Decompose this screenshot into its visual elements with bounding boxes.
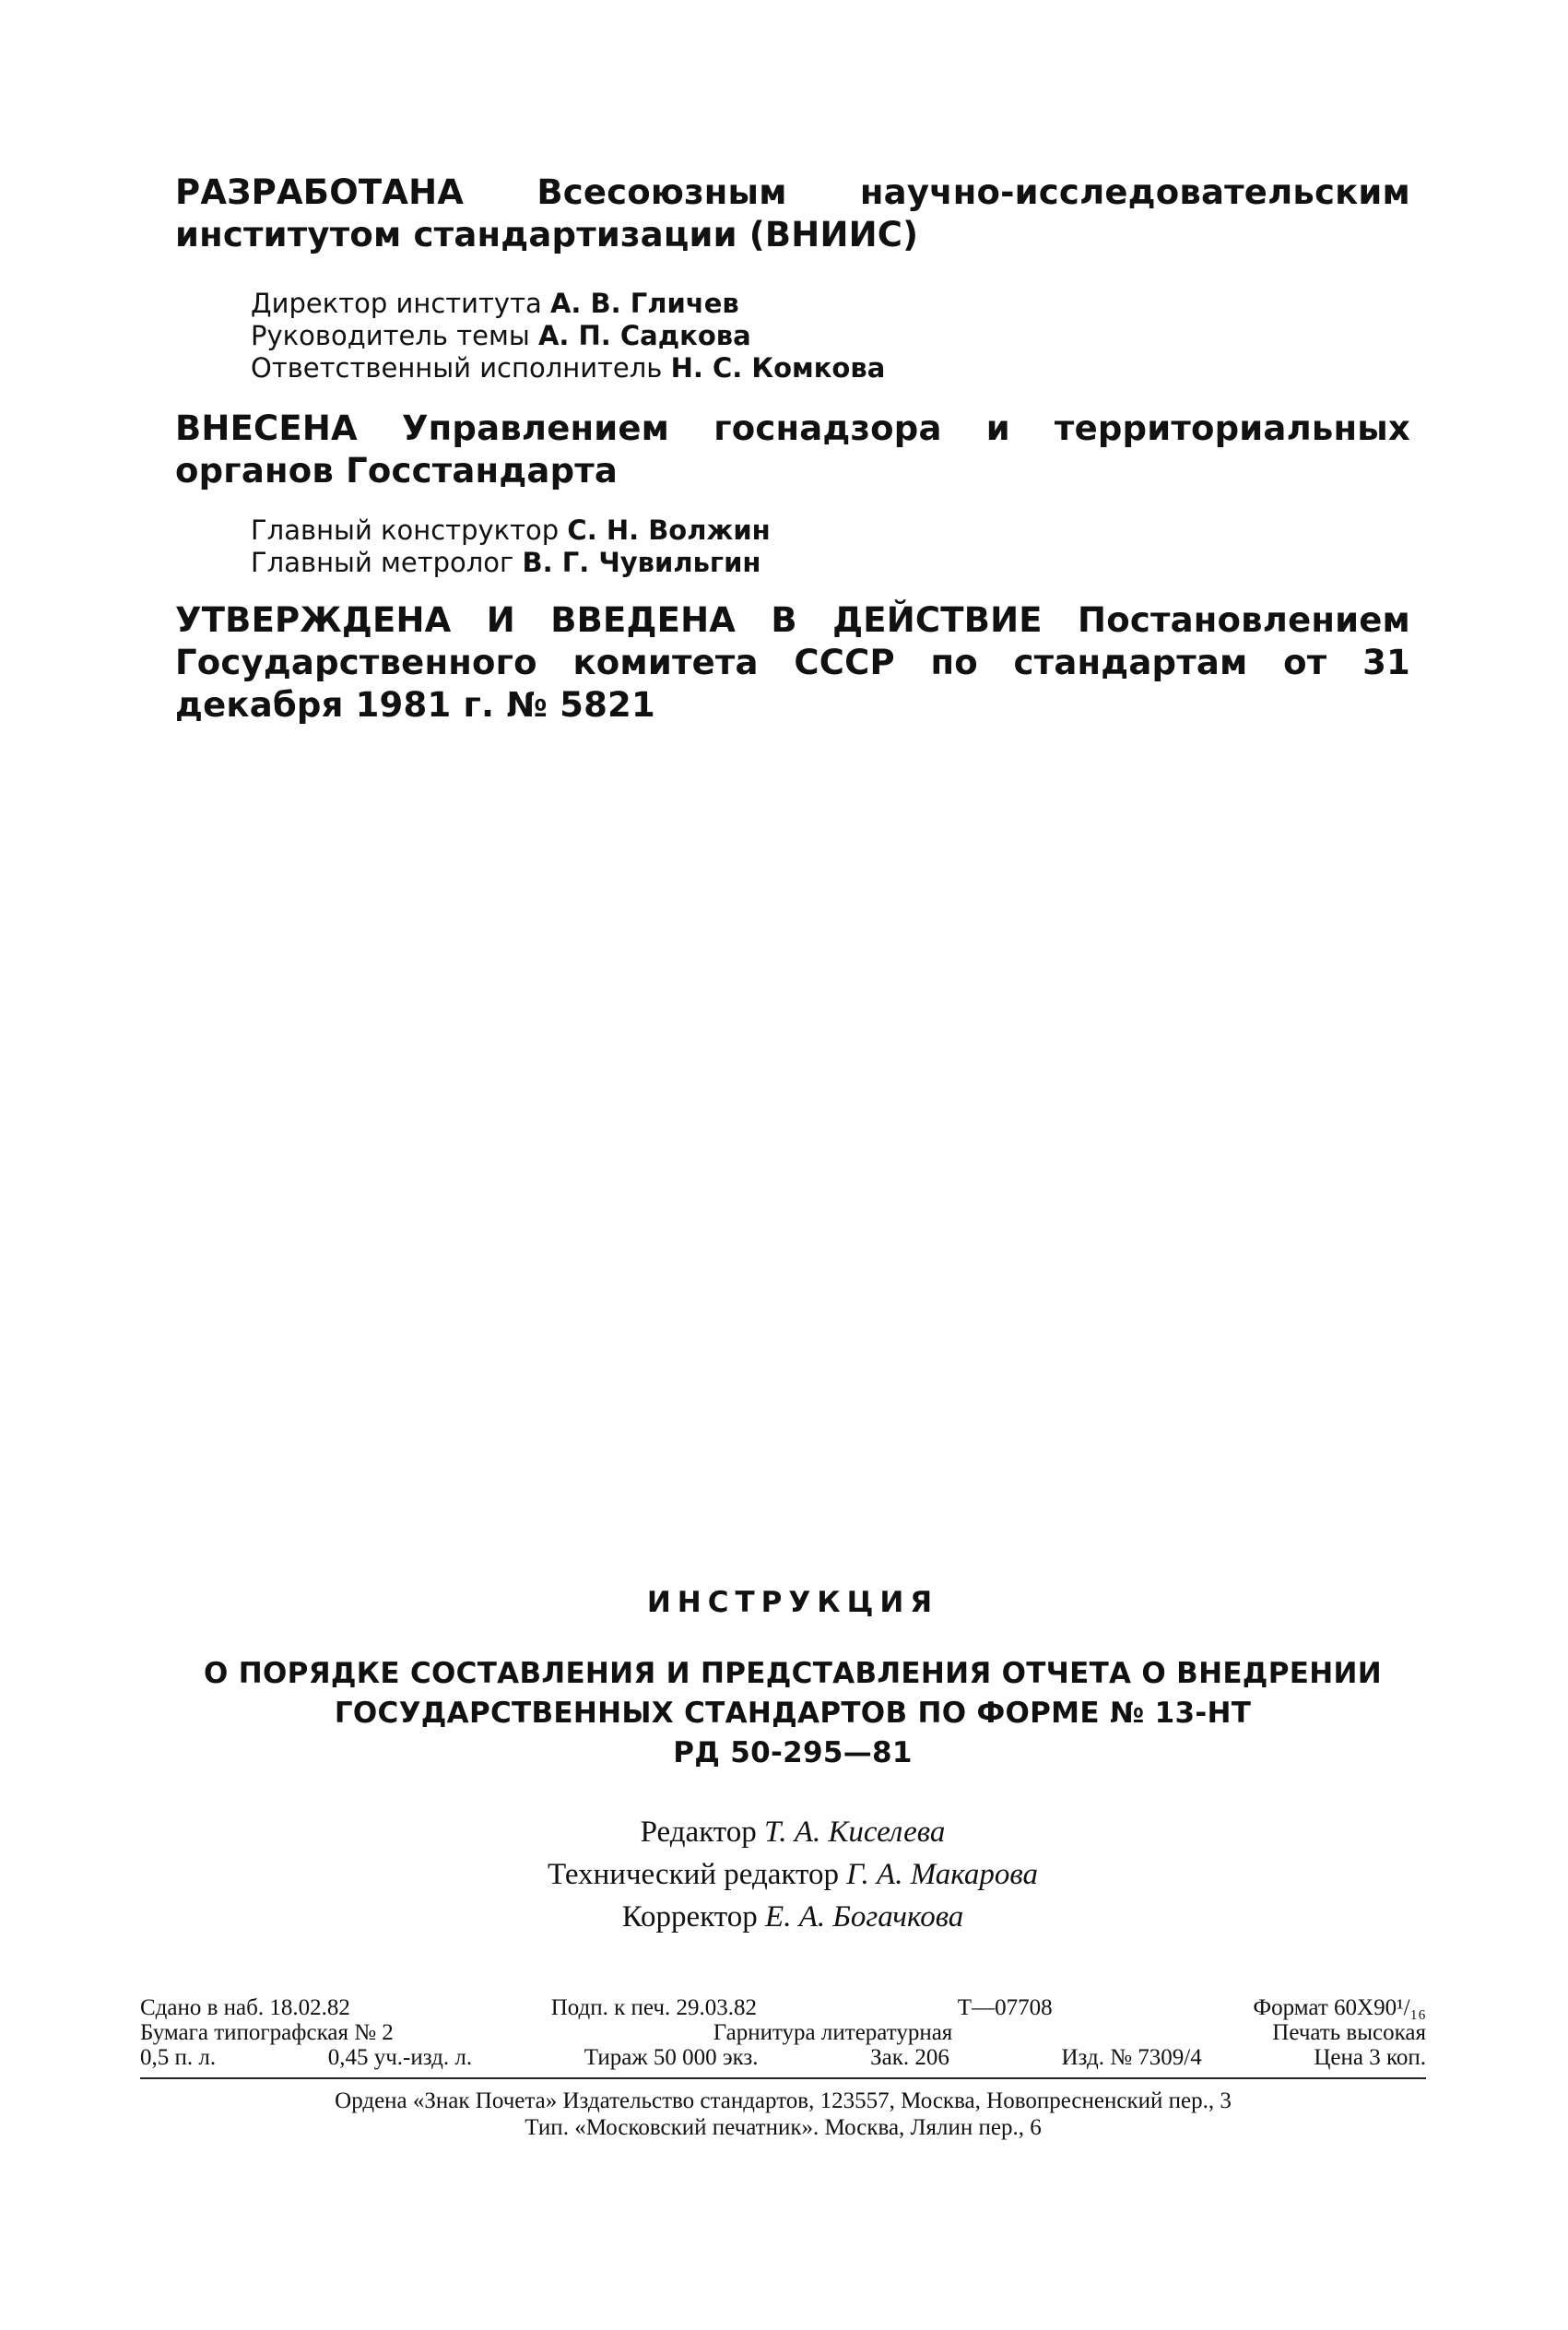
imprint-cell: Т—07708 [957, 1995, 1053, 2020]
imprint-cell: Печать высокая [1272, 2020, 1426, 2045]
staff-role: Ответственный исполнитель [251, 352, 663, 384]
title-main: ИНСТРУКЦИЯ [646, 1586, 939, 1619]
editor-row [175, 1853, 1410, 1896]
staff-role: Руководитель темы [251, 320, 530, 351]
introduced-section [175, 408, 1410, 492]
staff-name: А. П. Садкова [537, 320, 751, 351]
editor-role: Редактор [640, 1816, 757, 1849]
title-subtitle [175, 1654, 1410, 1773]
approved-section [175, 599, 1410, 727]
editor-name: Г. А. Макарова [846, 1858, 1038, 1891]
imprint-block [140, 1995, 1426, 2070]
editor-role: Корректор [621, 1900, 758, 1934]
title-line-1: О ПОРЯДКЕ СОСТАВЛЕНИЯ И ПРЕДСТАВЛЕНИЯ ОТЧЕТА О ВНЕДРЕНИИ [204, 1657, 1382, 1690]
imprint-cell: 0,5 п. л. [140, 2045, 217, 2070]
imprint-row-2 [140, 2020, 1426, 2045]
staff-name: В. Г. Чувильгин [522, 547, 761, 578]
introduced-staff [251, 514, 1486, 579]
editor-name: Е. А. Богачкова [765, 1900, 964, 1934]
imprint-cell: Цена 3 коп. [1314, 2045, 1426, 2070]
staff-name: Н. С. Комкова [670, 352, 886, 384]
approved-lead: УТВЕРЖДЕНА И ВВЕДЕНА В ДЕЙСТВИЕ Постановлением Государственного комитета СССР по стандартам от 31 декабря 1981 г. № 5821 [175, 600, 1410, 725]
editor-row [175, 1896, 1410, 1938]
imprint-row-1 [140, 1995, 1426, 2020]
editor-row [175, 1811, 1410, 1853]
imprint-row-3 [140, 2045, 1426, 2070]
title-line-2: ГОСУДАРСТВЕННЫХ СТАНДАРТОВ ПО ФОРМЕ № 13-НТ [334, 1697, 1252, 1730]
imprint-cell: Бумага типографская № 2 [140, 2020, 394, 2045]
publisher-line-1: Ордена «Знак Почета» Издательство стандартов, 123557, Москва, Новопресненский пер., 3 [335, 2088, 1232, 2113]
imprint-cell: Сдано в наб. 18.02.82 [140, 1995, 350, 2020]
staff-name: А. В. Гличев [549, 288, 739, 319]
imprint-divider [140, 2077, 1426, 2079]
editor-role: Технический редактор [548, 1858, 840, 1891]
staff-role: Директор института [251, 288, 542, 319]
title-code: РД 50-295—81 [673, 1736, 913, 1769]
imprint-cell: Подп. к печ. 29.03.82 [550, 1995, 757, 2020]
staff-row [251, 320, 1486, 352]
staff-row [251, 288, 1486, 320]
staff-role: Главный метролог [251, 547, 514, 578]
publisher-block [140, 2088, 1426, 2141]
staff-row [251, 352, 1486, 384]
introduced-lead: ВНЕСЕНА Управлением госнадзора и территориальных органов Госстандарта [175, 408, 1410, 491]
editors-list [175, 1811, 1410, 1938]
imprint-cell: Зак. 206 [870, 2045, 949, 2070]
staff-role: Главный конструктор [251, 514, 560, 546]
developed-staff [251, 288, 1486, 384]
imprint-cell: 0,45 уч.-изд. л. [327, 2045, 473, 2070]
imprint-cell: Изд. № 7309/4 [1061, 2045, 1202, 2070]
staff-row [251, 514, 1486, 547]
publisher-line-2: Тип. «Московский печатник». Москва, Лялин пер., 6 [525, 2115, 1042, 2140]
staff-name: С. Н. Волжин [567, 514, 771, 546]
imprint-cell: Тираж 50 000 экз. [584, 2045, 759, 2070]
editor-name: Т. А. Киселева [764, 1816, 946, 1849]
document-title [175, 1584, 1410, 1773]
developed-lead: РАЗРАБОТАНА Всесоюзным научно-исследовательским институтом стандартизации (ВНИИС) [175, 172, 1410, 254]
developed-section [175, 171, 1410, 256]
imprint-cell: Гарнитура литературная [713, 2020, 953, 2045]
imprint-cell: Формат 60Х90¹/₁₆ [1253, 1995, 1426, 2020]
staff-row [251, 547, 1486, 579]
